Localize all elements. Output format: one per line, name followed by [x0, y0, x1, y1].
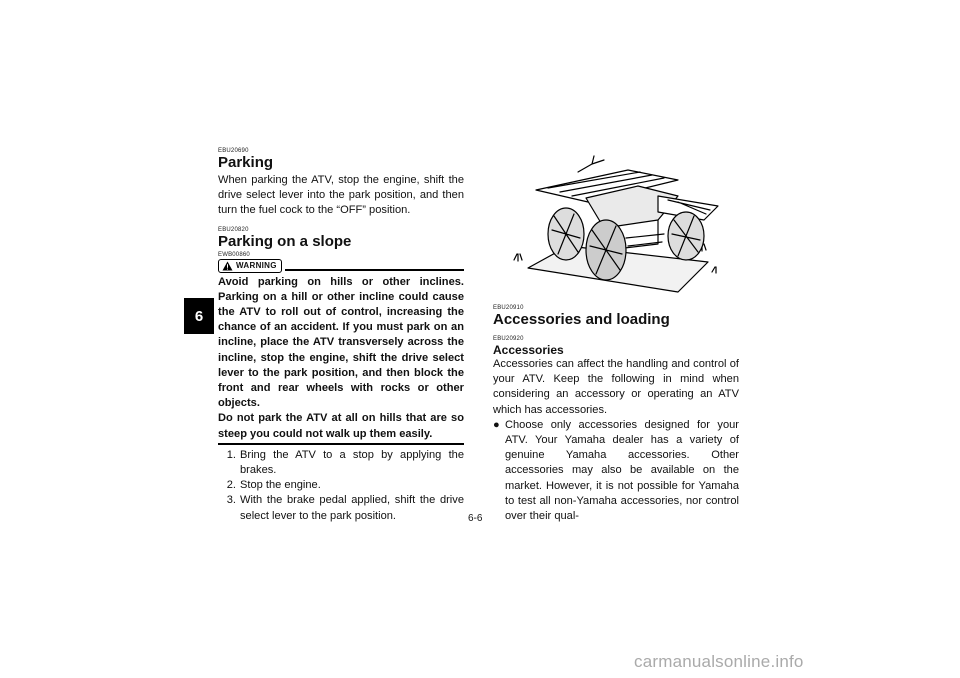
chapter-tab: 6 [184, 298, 214, 334]
list-item: 3. With the brake pedal applied, shift the drive select lever to the park position. [226, 494, 464, 522]
steps-list [218, 448, 464, 524]
bullet-icon: ● [493, 418, 500, 431]
list-item: 2. Stop the engine. [226, 479, 321, 492]
section-code: EBU20820 [218, 226, 249, 233]
warning-label: WARNING [236, 261, 277, 271]
section-code: EBU20690 [218, 148, 249, 154]
warning-badge [218, 259, 282, 273]
warning-text: Do not park the ATV at all on hills that are so steep you could not walk up them easily. [218, 412, 464, 440]
atv-parked-illustration [508, 150, 740, 298]
right-column [493, 305, 739, 524]
warning-end-rule [218, 443, 464, 445]
section-title-parking: Parking [218, 154, 274, 171]
warning-rule [285, 269, 464, 271]
subsection-title-accessories: Accessories [493, 343, 564, 357]
section-title-accessories-and-loading: Accessories and loading [493, 311, 670, 328]
page-number: 6-6 [468, 513, 483, 524]
left-column [218, 148, 464, 524]
section-code: EBU20910 [493, 305, 524, 311]
section-code: EBU20920 [493, 336, 524, 342]
warning-box [218, 252, 464, 445]
warning-code: EWB00860 [218, 251, 250, 258]
watermark: carmanualsonline.info [634, 652, 804, 671]
parking-text: When parking the ATV, stop the engine, shift the drive select lever into the park position, and then turn the fuel cock to the “OFF” position. [218, 174, 464, 217]
warning-triangle-icon [222, 261, 233, 271]
accessories-text: Accessories can affect the handling and control of your ATV. Keep the following in mind when considering an accessory or operating an ATV which has accessories. [493, 358, 739, 416]
warning-text: Avoid parking on hills or other inclines. Parking on a hill or other incline could cause the ATV to roll out of control, increasing the chance of an accident. If you must park on an incline, place the ATV transversely across the incline, stop the engine, shift the drive select lever to the park position, and then block the front and rear wheels with rocks or other objects. [218, 275, 464, 410]
list-item: 1. Bring the ATV to a stop by applying the brakes. [226, 448, 464, 477]
list-item: ● Choose only accessories designed for your ATV. Your Yamaha dealer has a variety of genuine Yamaha accessories. Other accessories may also be available on the market. However, it is not possible for Yamaha to test all non-Yamaha accessories, nor control over their qual- [493, 418, 739, 524]
section-title-parking-on-slope: Parking on a slope [218, 232, 352, 250]
